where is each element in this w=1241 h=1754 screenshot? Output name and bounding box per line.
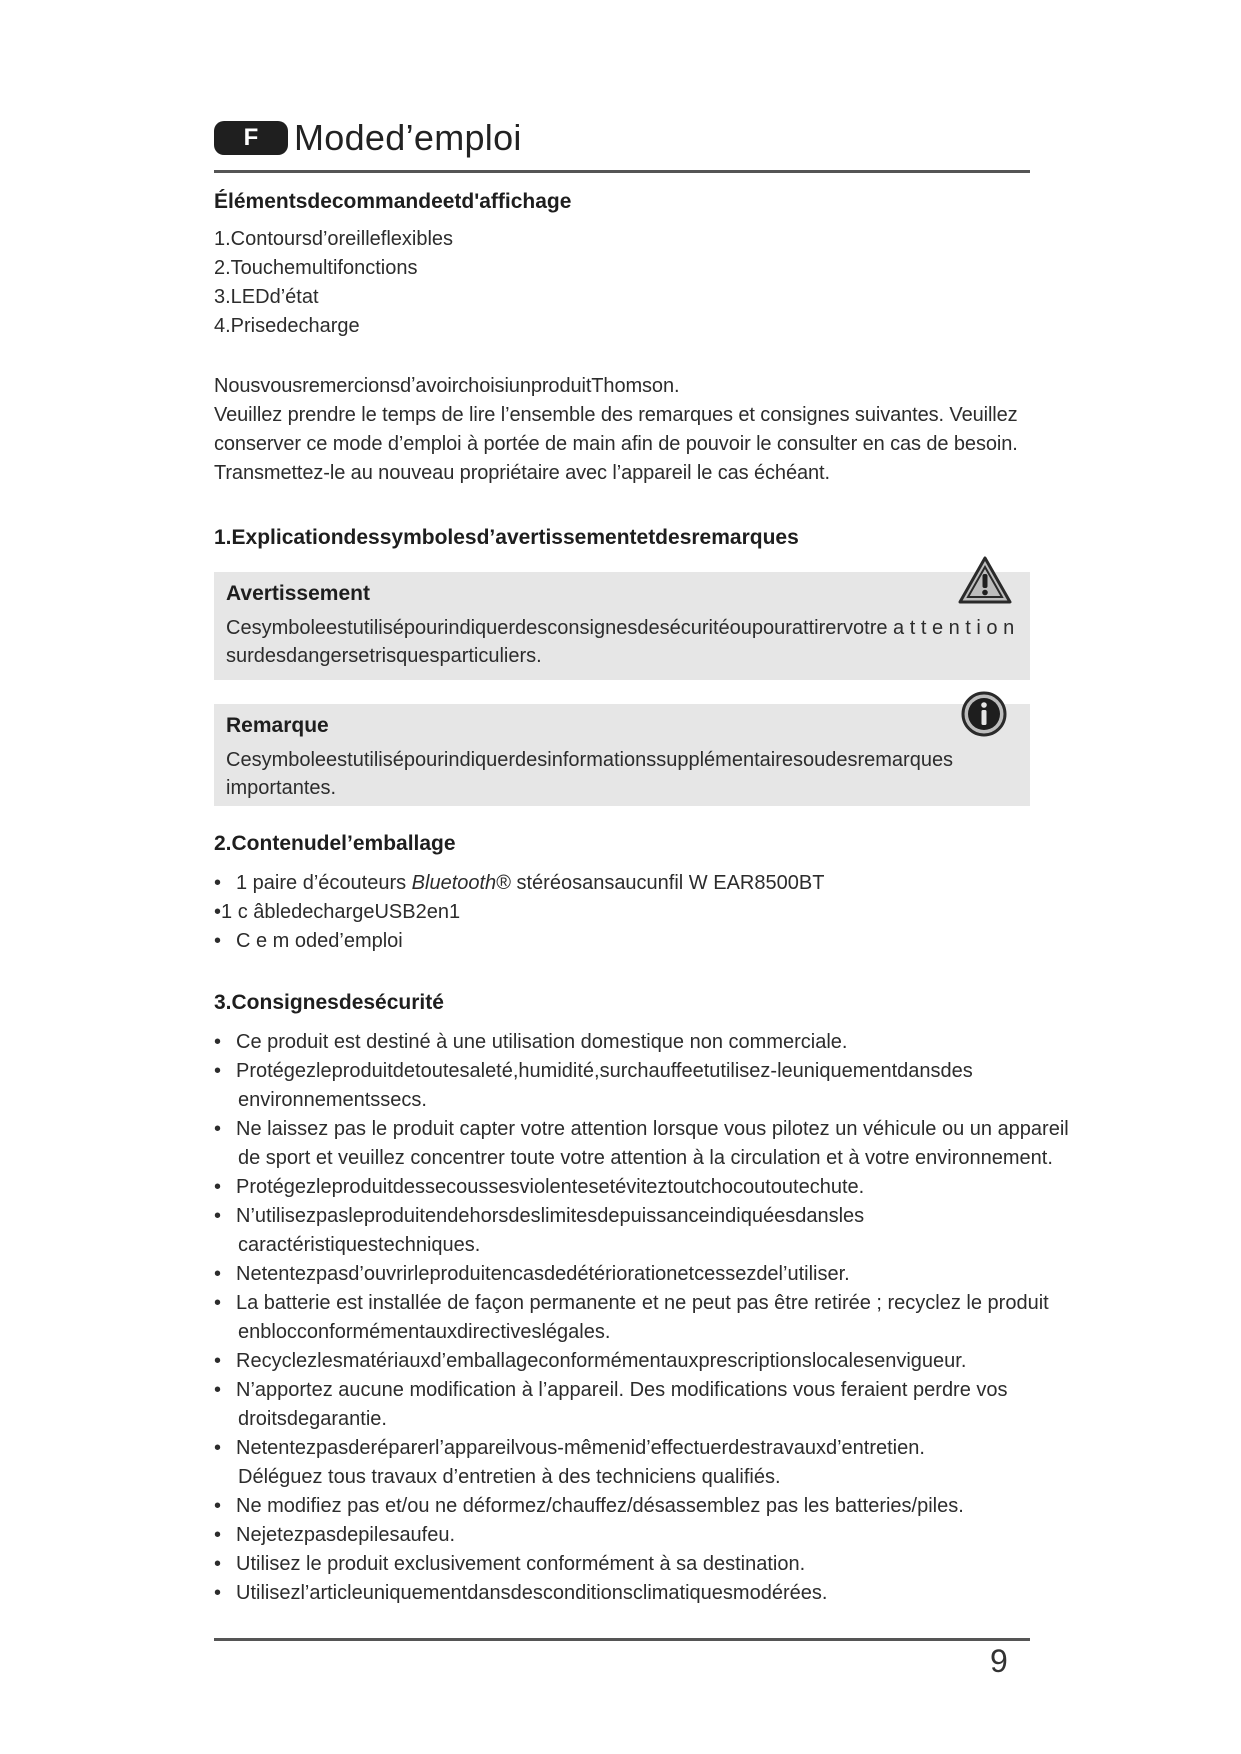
- safety-line: [214, 1144, 1053, 1173]
- bullet: •: [214, 872, 222, 894]
- safety-text: enblocconformémentauxdirectiveslégales.: [238, 1321, 611, 1343]
- controls-heading: Élémentsdecommandeetd'affichage: [214, 190, 572, 213]
- safety-text: Recyclezlesmatériauxd’emballageconformémentauxprescriptionslocalesenvigueur.: [236, 1350, 967, 1372]
- bullet: •: [214, 1553, 222, 1575]
- safety-text: La batterie est installée de façon permanente et ne peut pas être retirée ; recyclez le produit: [236, 1292, 1049, 1314]
- bullet: •: [214, 1582, 222, 1604]
- safety-line: [214, 1376, 1034, 1405]
- bullet: •: [214, 1379, 222, 1401]
- safety-text: Netentezpasderéparerl’appareilvous-mêmenid’effectuerdestravauxd’entretien.: [236, 1437, 925, 1459]
- page-title: Moded’emploi: [294, 117, 522, 158]
- section1-heading: 1.Explicationdessymbolesd’avertissementetdesremarques: [214, 526, 799, 549]
- safety-text: Protégezleproduitdetoutesaleté,humidité,surchauffeetutilisez-leuniquementdansdes: [236, 1060, 973, 1082]
- safety-line: [214, 1579, 1034, 1608]
- safety-text: Nejetezpasdepilesaufeu.: [236, 1524, 456, 1546]
- safety-line: [214, 1318, 1034, 1347]
- safety-text: Utilisezl’articleuniquementdansdesconditionsclimatiquesmodérées.: [236, 1582, 828, 1604]
- intro-line: Transmettez-le au nouveau propriétaire avec l’appareil le cas échéant.: [214, 462, 830, 484]
- controls-section: [214, 190, 1034, 341]
- safety-line: [214, 1086, 1034, 1115]
- warning-text-line: surdesdangersetrisquesparticuliers.: [226, 645, 542, 667]
- note-text-line: importantes.: [226, 777, 337, 799]
- safety-text: caractéristiquestechniques.: [238, 1234, 481, 1256]
- note-text-line: Cesymboleestutilisépourindiquerdesinformationssupplémentairesoudesremarques: [226, 749, 954, 771]
- safety-text: de sport et veuillez concentrer toute votre attention à la circulation et à votre environnement.: [238, 1147, 1053, 1169]
- safety-text: Déléguez tous travaux d’entretien à des techniciens qualifiés.: [238, 1466, 781, 1488]
- section2-heading: 2.Contenudel’emballage: [214, 832, 456, 855]
- controls-item: 1.Contoursd’oreilleflexibles: [214, 228, 454, 250]
- note-title: Remarque: [226, 714, 329, 737]
- bullet: •: [214, 1263, 222, 1285]
- safety-text: Ne modifiez pas et/ou ne déformez/chauffez/désassemblez pas les batteries/piles.: [236, 1495, 964, 1517]
- bullet: •: [214, 930, 222, 952]
- warning-text-line: Cesymboleestutilisépourindiquerdesconsignesdesécuritéoupourattirervotre a t t e n t i o n: [226, 617, 1015, 639]
- safety-line: [214, 1434, 1034, 1463]
- safety-line: [214, 1405, 1034, 1434]
- safety-line: [214, 1492, 1034, 1521]
- section1: [214, 526, 1034, 550]
- controls-item: 2.Touchemultifonctions: [214, 257, 418, 279]
- package-item: • C e m oded’emploi: [214, 927, 1034, 956]
- safety-line: [214, 1231, 1034, 1260]
- package-item: •1 c âbledechargeUSB2en1: [214, 901, 461, 923]
- package-item: • 1 paire d’écouteurs Bluetooth® stéréosansaucunfil W EAR8500BT: [214, 869, 1034, 898]
- safety-text: Ne laissez pas le produit capter votre attention lorsque vous pilotez un véhicule ou un appareil: [236, 1118, 1069, 1140]
- section2: [214, 832, 1034, 956]
- safety-line: [214, 1173, 1034, 1202]
- safety-line: [214, 1347, 1034, 1376]
- safety-line: [214, 1463, 1034, 1492]
- safety-text: Utilisez le produit exclusivement conformément à sa destination.: [236, 1553, 806, 1575]
- safety-text: Ce produit est destiné à une utilisation domestique non commerciale.: [236, 1031, 848, 1053]
- safety-line: [214, 1202, 1034, 1231]
- bullet: •: [214, 1176, 222, 1198]
- bullet: •: [214, 1495, 222, 1517]
- safety-line: [214, 1550, 1034, 1579]
- bullet: •: [214, 1060, 222, 1082]
- safety-text: N’apportez aucune modification à l’appareil. Des modifications vous feraient perdre vos: [236, 1379, 1008, 1401]
- bullet: •: [214, 1031, 222, 1053]
- bullet: •: [214, 901, 222, 923]
- note-box: [214, 704, 1030, 806]
- header-divider: [214, 170, 1030, 173]
- safety-line: [214, 1028, 1034, 1057]
- warning-triangle-icon: [957, 555, 1013, 605]
- bullet: •: [214, 1205, 222, 1227]
- intro-line: Veuillez prendre le temps de lire l’ensemble des remarques et consignes suivantes. Veuillez: [214, 404, 1018, 426]
- controls-item: 4.Prisedecharge: [214, 315, 360, 337]
- safety-line: [214, 1260, 1034, 1289]
- bullet: •: [214, 1524, 222, 1546]
- intro-line: NousvousremercionsdʼavoirchoisiunproduitThomson.: [214, 375, 680, 397]
- safety-list: [214, 1028, 1069, 1608]
- intro-line: conserver ce mode d’emploi à portée de main afin de pouvoir le consulter en cas de besoin.: [214, 433, 1018, 455]
- bullet: •: [214, 1292, 222, 1314]
- controls-item: 3.LEDd’état: [214, 286, 319, 308]
- safety-line: [214, 1115, 1069, 1144]
- safety-line: [214, 1057, 1034, 1086]
- safety-line: [214, 1289, 1049, 1318]
- safety-line: [214, 1521, 1034, 1550]
- safety-text: Protégezleproduitdessecoussesviolentesetéviteztoutchocoutoutechute.: [236, 1176, 865, 1198]
- bullet: •: [214, 1118, 222, 1140]
- page-header: [214, 118, 522, 158]
- section3: [214, 991, 1069, 1608]
- safety-text: Netentezpasd’ouvrirleproduitencasdedétériorationetcessezdel’utiliser.: [236, 1263, 850, 1285]
- safety-text: environnementssecs.: [238, 1089, 427, 1111]
- warning-box: [214, 572, 1030, 680]
- section3-heading: 3.Consignesdesécurité: [214, 991, 444, 1014]
- warning-title: Avertissement: [226, 582, 370, 605]
- info-circle-icon: [960, 690, 1008, 738]
- bullet: •: [214, 1350, 222, 1372]
- language-badge: F: [214, 121, 288, 155]
- safety-text: droitsdegarantie.: [238, 1408, 387, 1430]
- page-number: 9: [990, 1643, 1008, 1679]
- safety-text: N’utilisezpasleproduitendehorsdeslimitesdepuissanceindiquéesdansles: [236, 1205, 865, 1227]
- bullet: •: [214, 1437, 222, 1459]
- footer-divider: [214, 1638, 1030, 1641]
- intro-paragraph: [214, 372, 1034, 488]
